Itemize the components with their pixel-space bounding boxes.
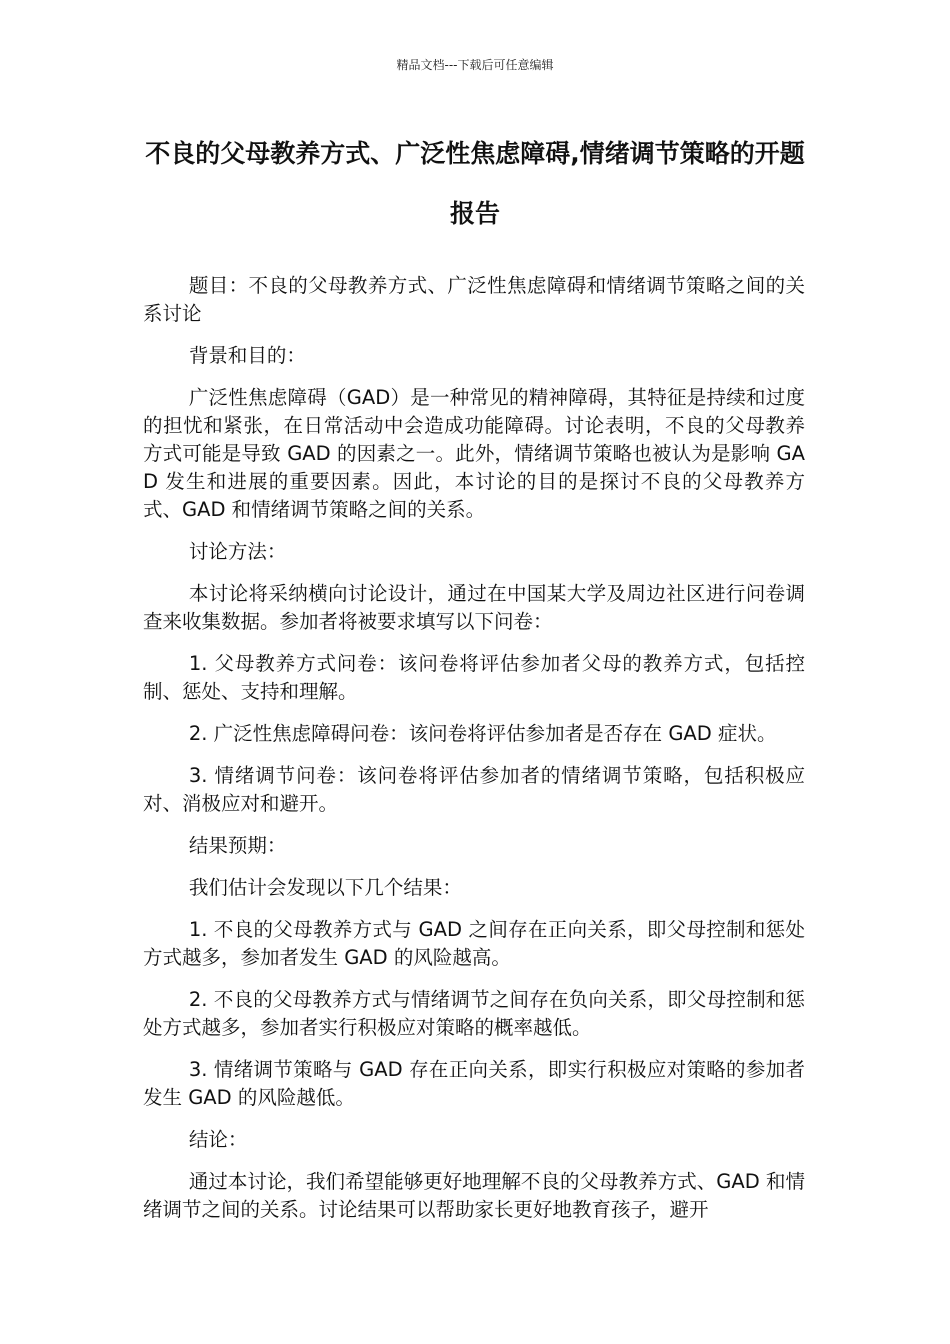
heading-background: 背景和目的： — [188, 344, 306, 367]
list-item-questionnaire-1: 1. 父母教养方式问卷：该问卷将评估参加者父母的教养方式，包括控制、惩处、支持和理解。 — [143, 652, 805, 703]
paragraph-method: 本讨论将采纳横向讨论设计，通过在中国某大学及周边社区进行问卷调查来收集数据。参加者将被要求填写以下问卷： — [143, 582, 805, 633]
list-item-result-3: 3. 情绪调节策略与 GAD 存在正向关系，即实行积极应对策略的参加者发生 GAD 的风险越低。 — [143, 1058, 805, 1109]
paragraph-conclusion: 通过本讨论，我们希望能够更好地理解不良的父母教养方式、GAD 和情绪调节之间的关系。讨论结果可以帮助家长更好地教育孩子，避开 — [143, 1170, 805, 1221]
paragraph-background: 广泛性焦虑障碍（GAD）是一种常见的精神障碍，其特征是持续和过度的担忧和紧张，在日常活动中会造成功能障碍。讨论表明，不良的父母教养方式可能是导致 GAD 的因素之一。此外，情绪调节策略也被认为是影响 GAD 发生和进展的重要因素。因此，本讨论的目的是探讨不良的父母教养方式、GAD 和情绪调节策略之间的关系。 — [143, 386, 805, 521]
document-body — [143, 272, 805, 1238]
list-item-result-1: 1. 不良的父母教养方式与 GAD 之间存在正向关系，即父母控制和惩处方式越多，参加者发生 GAD 的风险越高。 — [143, 918, 805, 969]
document-title: 不良的父母教养方式、广泛性焦虑障碍,情绪调节策略的开题报告 — [145, 139, 805, 228]
heading-method: 讨论方法： — [188, 540, 287, 563]
list-item-result-2: 2. 不良的父母教养方式与情绪调节之间存在负向关系，即父母控制和惩处方式越多，参加者实行积极应对策略的概率越低。 — [143, 988, 805, 1039]
header-note: 精品文档---下载后可任意编辑 — [396, 58, 554, 72]
list-item-questionnaire-2: 2. 广泛性焦虑障碍问卷：该问卷将评估参加者是否存在 GAD 症状。 — [188, 722, 777, 745]
list-item-questionnaire-3: 3. 情绪调节问卷：该问卷将评估参加者的情绪调节策略，包括积极应对、消极应对和避开。 — [143, 764, 805, 815]
heading-conclusion: 结论： — [188, 1128, 248, 1151]
paragraph-expected-intro: 我们估计会发现以下几个结果： — [188, 876, 462, 899]
paragraph-topic: 题目：不良的父母教养方式、广泛性焦虑障碍和情绪调节策略之间的关系讨论 — [143, 274, 805, 325]
heading-expected-results: 结果预期： — [188, 834, 287, 857]
